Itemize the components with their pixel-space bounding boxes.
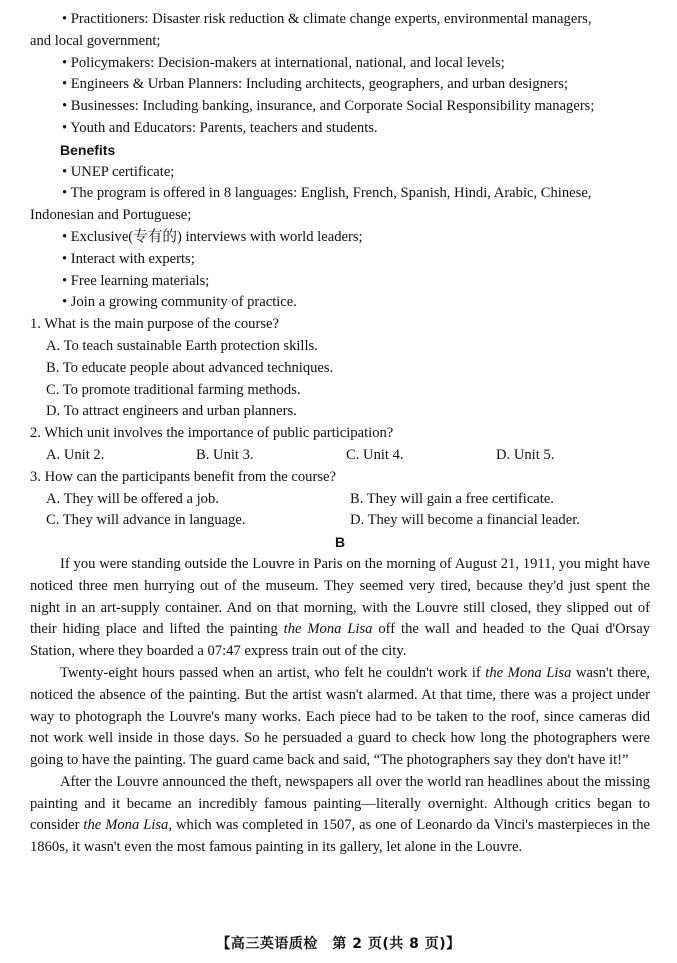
question-3 — [30, 467, 650, 532]
passage-paragraph-2 — [30, 663, 650, 772]
option-b: B. Unit 3. — [196, 446, 254, 463]
options-row — [30, 445, 650, 467]
audience-list — [30, 9, 650, 140]
question-stem: 2. Which unit involves the importance of public participation? — [30, 425, 394, 442]
options-row — [30, 489, 650, 511]
option-c: C. Unit 4. — [346, 446, 404, 463]
list-item: • The program is offered in 8 languages: English, French, Spanish, Hindi, Arabic, Chinese, — [62, 185, 592, 202]
artwork-title: the Mona Lisa — [283, 621, 373, 638]
page-footer: 【高三英语质检 第 2 页(共 8 页)】 — [216, 936, 461, 952]
paragraph-text: After the Louvre announced the theft, newspapers all over the world ran headlines about the missing painting and it became an incredibly famous painting—literally overnight. Although critics began to consider — [30, 773, 650, 834]
list-item: • Exclusive(专有的) interviews with world leaders; — [62, 228, 363, 245]
artwork-title: the Mona Lisa — [83, 817, 169, 834]
benefits-section — [30, 140, 650, 314]
paragraph-text: wasn't there, noticed the absence of the painting. But the artist wasn't alarmed. At that time, there was a project under way to photograph the Louvre's many works. Each piece had to be taken to the roof, since cameras did not work well inside in those days. So he persuaded a guard to check how long the photographers were going to have the painting. The guard came back and said, “The photographers say they don't have it!” — [30, 664, 650, 769]
question-stem: 1. What is the main purpose of the course? — [30, 316, 279, 333]
paragraph-text: Twenty-eight hours passed when an artist, who felt he couldn't work if — [60, 664, 486, 681]
list-item: • Businesses: Including banking, insurance, and Corporate Social Responsibility managers; — [62, 98, 595, 115]
option-c: C. They will advance in language. — [46, 512, 246, 529]
artwork-title: the Mona Lisa — [485, 664, 572, 681]
option-a: A. They will be offered a job. — [46, 490, 219, 507]
list-item: • Free learning materials; — [62, 272, 210, 289]
option-a: A. To teach sustainable Earth protection skills. — [46, 337, 318, 354]
passage-paragraph-1 — [30, 554, 650, 663]
question-stem: 3. How can the participants benefit from the course? — [30, 468, 336, 485]
benefits-heading: Benefits — [60, 141, 116, 158]
list-item-continuation: Indonesian and Portuguese; — [30, 207, 192, 224]
option-d: D. To attract engineers and urban planners. — [46, 403, 297, 420]
option-d: D. Unit 5. — [496, 446, 555, 463]
paragraph-text: If you were standing outside the Louvre in Paris on the morning of August 21, 1911, you might have noticed three men hurrying out of the museum. They seemed very tired, because they'd just spent the night in an art-supply container. And on that morning, with the Louvre still closed, they slipped out of their hiding place and lifted the painting — [30, 555, 650, 638]
list-item-continuation: and local government; — [30, 32, 161, 49]
option-a: A. Unit 2. — [46, 446, 105, 463]
section-title: B — [334, 534, 346, 551]
passage-paragraph-3 — [30, 772, 650, 859]
document-page — [30, 9, 650, 859]
list-item: • UNEP certificate; — [62, 163, 175, 180]
list-item: • Engineers & Urban Planners: Including architects, geographers, and urban designers; — [62, 76, 569, 93]
option-c: C. To promote traditional farming methods. — [46, 381, 301, 398]
list-item: • Youth and Educators: Parents, teachers and students. — [62, 119, 378, 136]
question-2 — [30, 423, 650, 467]
option-b: B. They will gain a free certificate. — [350, 490, 554, 507]
section-b — [30, 532, 650, 859]
option-b: B. To educate people about advanced techniques. — [46, 359, 334, 376]
list-item: • Join a growing community of practice. — [62, 294, 297, 311]
option-d: D. They will become a financial leader. — [350, 512, 580, 529]
paragraph-text: , which was completed in 1507, as one of Leonardo da Vinci's masterpieces in the 1860s, it wasn't even the most famous painting in its gallery, let alone in the Louvre. — [30, 817, 650, 856]
list-item: • Practitioners: Disaster risk reduction & climate change experts, environmental managers, — [62, 11, 592, 27]
paragraph-text: off the wall and headed to the Quai d'Orsay Station, where they boarded a 07:47 express train out of the city. — [30, 621, 651, 660]
list-item: • Policymakers: Decision-makers at international, national, and local levels; — [62, 54, 505, 71]
question-1 — [30, 314, 650, 423]
options-row — [30, 510, 650, 532]
list-item: • Interact with experts; — [62, 250, 195, 267]
